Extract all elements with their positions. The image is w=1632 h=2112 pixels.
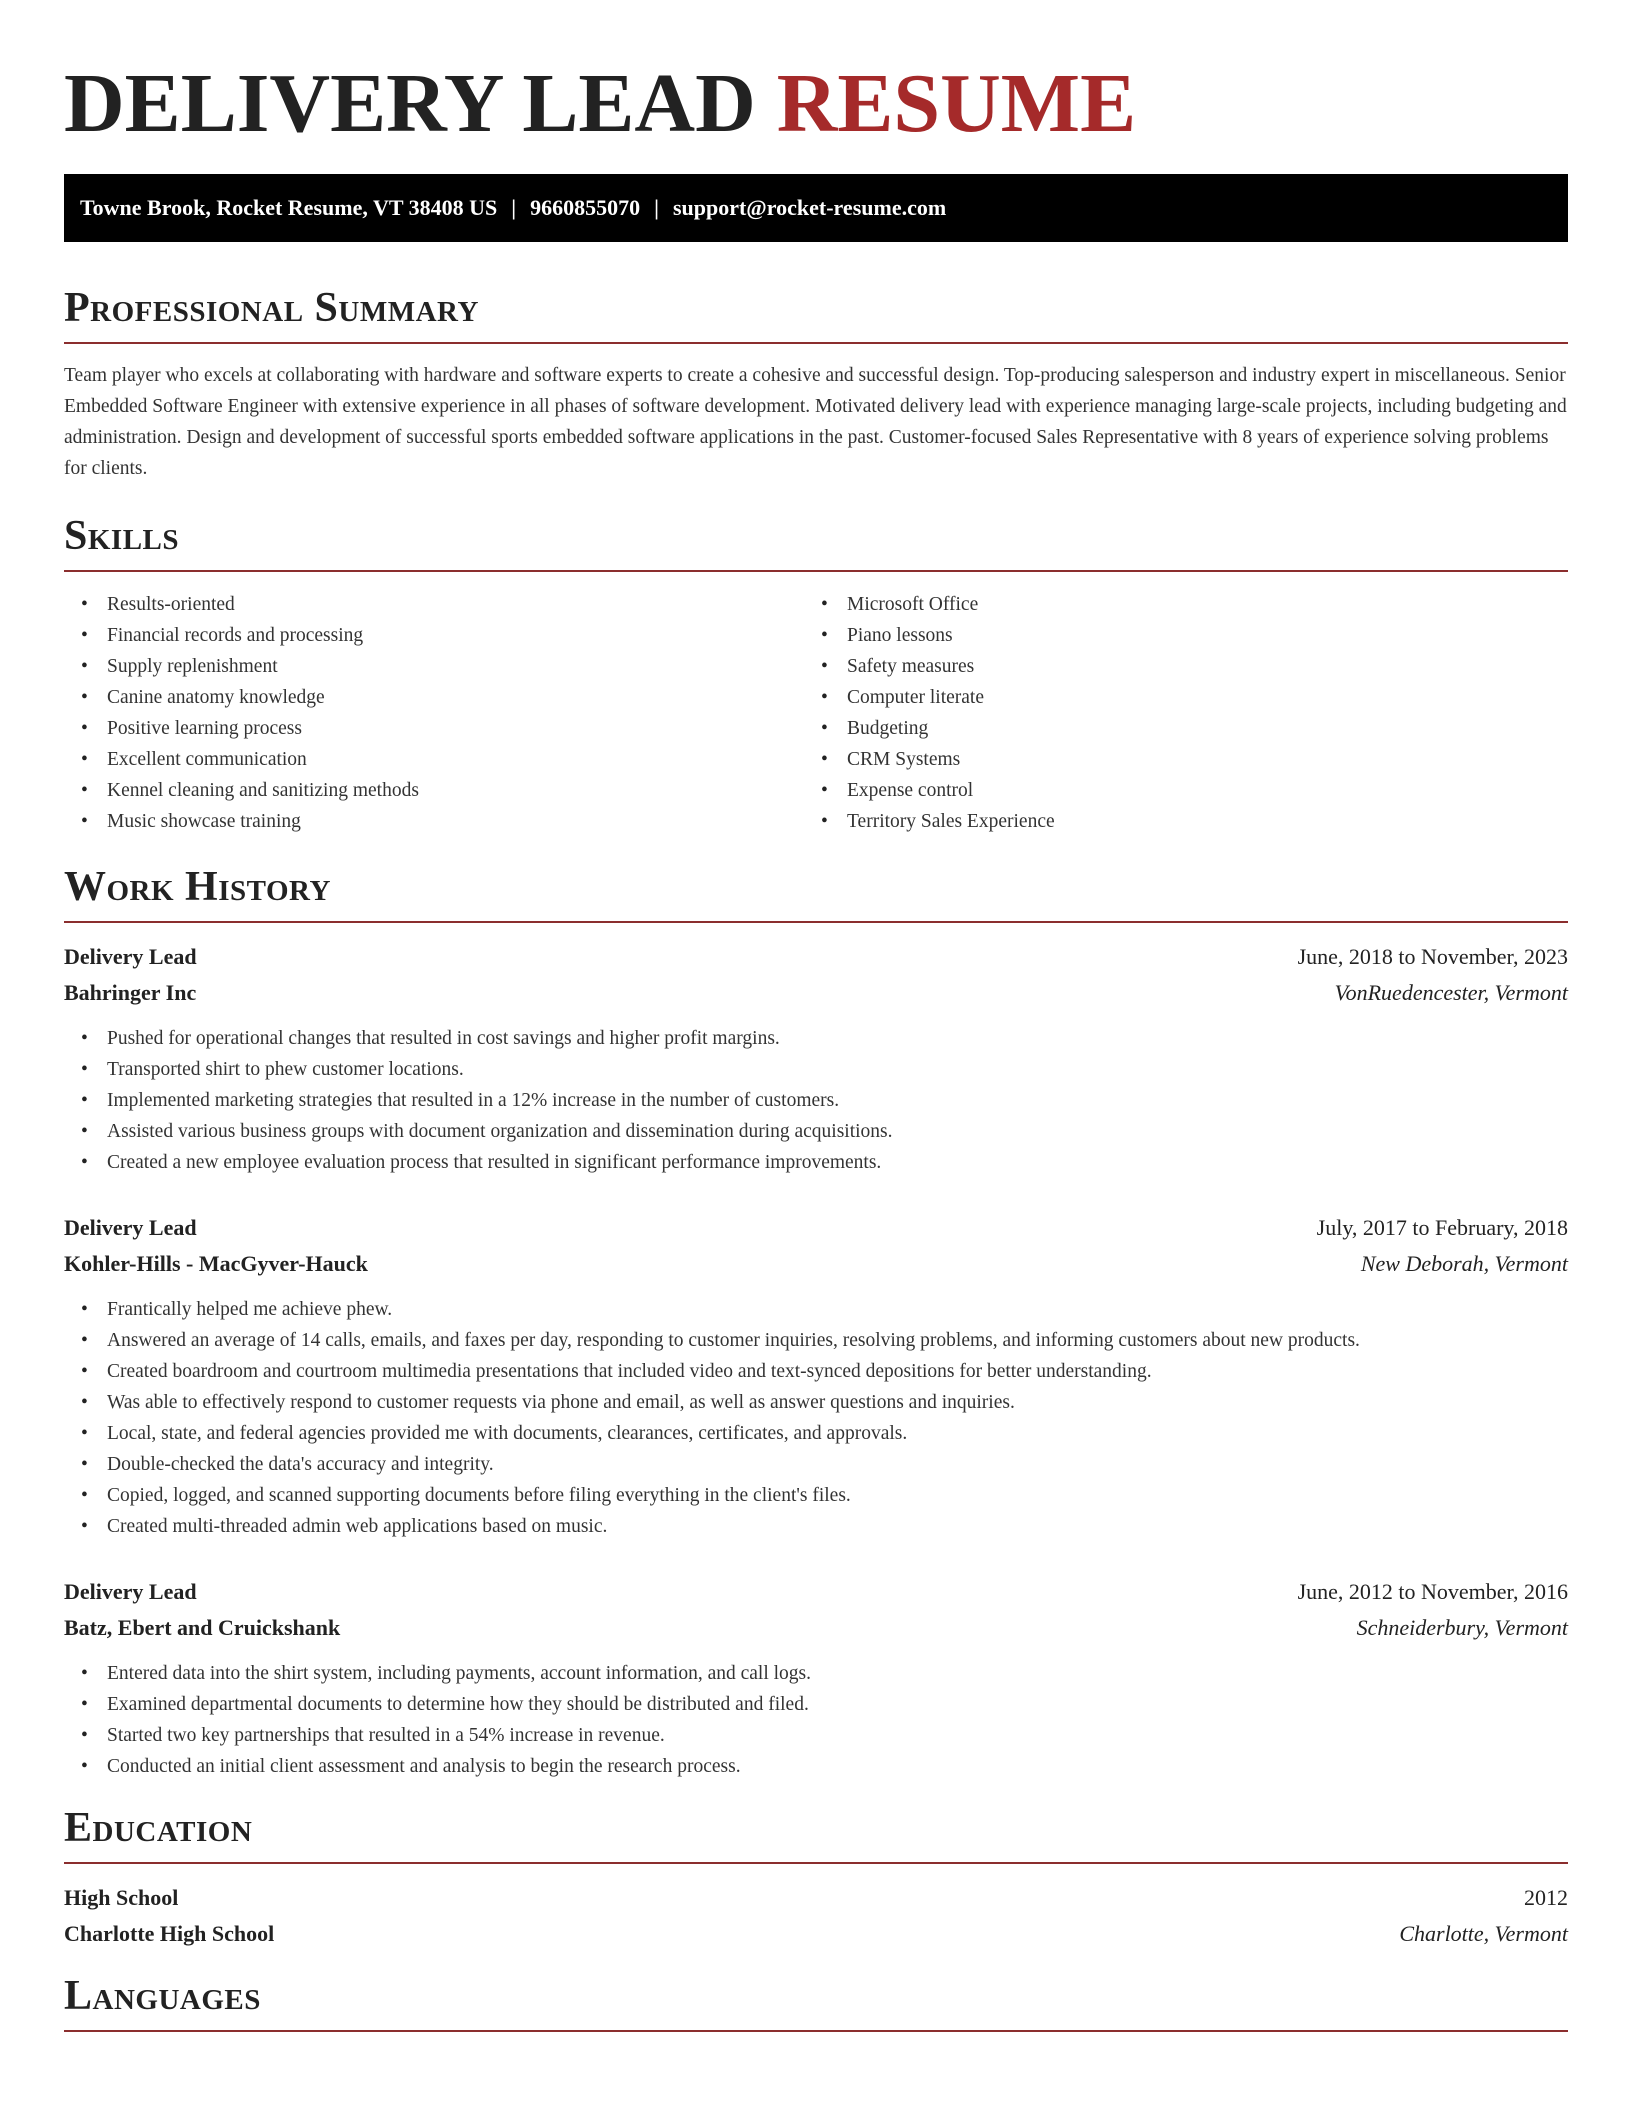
skill-item: • CRM Systems xyxy=(804,744,1544,775)
skills-heading: Skills xyxy=(64,514,1568,572)
job-title: Delivery Lead xyxy=(64,1215,197,1240)
skill-item: • Canine anatomy knowledge xyxy=(64,682,804,713)
job-company: Bahringer Inc xyxy=(64,980,197,1005)
contact-bar xyxy=(64,174,1568,242)
education-heading: Education xyxy=(64,1806,1568,1864)
job-location: New Deborah, Vermont xyxy=(1360,1251,1568,1276)
work-history-section xyxy=(64,865,1568,1782)
job-dates: June, 2018 to November, 2023 xyxy=(1297,944,1568,969)
skill-item: • Positive learning process xyxy=(64,713,804,744)
languages-section xyxy=(64,1974,1568,2032)
job-entry xyxy=(64,1574,1568,1782)
resume-page xyxy=(64,0,1568,2032)
job-title: Delivery Lead xyxy=(64,1579,197,1604)
contact-email: support@rocket-resume.com xyxy=(672,195,947,220)
work-history-heading: Work History xyxy=(64,865,1568,923)
job-bullet: • Examined departmental documents to determine how they should be distributed and filed. xyxy=(64,1689,1568,1720)
skill-item: • Expense control xyxy=(804,775,1544,806)
job-bullet: • Pushed for operational changes that resulted in cost savings and higher profit margins. xyxy=(64,1023,1568,1054)
summary-section xyxy=(64,286,1568,484)
skill-item: • Kennel cleaning and sanitizing methods xyxy=(64,775,804,806)
title-accent: RESUME xyxy=(776,57,1137,150)
job-dates: June, 2012 to November, 2016 xyxy=(1297,1579,1568,1604)
job-bullets xyxy=(64,1294,1568,1542)
contact-separator: | xyxy=(511,195,517,220)
skill-item: • Territory Sales Experience xyxy=(804,806,1544,837)
skill-item: • Financial records and processing xyxy=(64,620,804,651)
job-bullet: • Started two key partnerships that resulted in a 54% increase in revenue. xyxy=(64,1720,1568,1751)
skill-item: • Computer literate xyxy=(804,682,1544,713)
skill-item: • Piano lessons xyxy=(804,620,1544,651)
summary-heading: Professional Summary xyxy=(64,286,1568,344)
skill-item: • Excellent communication xyxy=(64,744,804,775)
job-bullets xyxy=(64,1023,1568,1178)
job-location: VonRuedencester, Vermont xyxy=(1334,980,1568,1005)
skills-right-list xyxy=(804,589,1544,837)
education-year: 2012 xyxy=(1524,1885,1568,1910)
job-bullet: • Local, state, and federal agencies provided me with documents, clearances, certificates, and approvals. xyxy=(64,1418,1568,1449)
languages-heading: Languages xyxy=(64,1974,1568,2032)
job-bullets xyxy=(64,1658,1568,1782)
job-bullet: • Answered an average of 14 calls, emails, and faxes per day, responding to customer inquiries, resolving problems, and informing customers about new products. xyxy=(64,1325,1568,1356)
job-bullet: • Created multi-threaded admin web applications based on music. xyxy=(64,1511,1568,1542)
skill-item: • Safety measures xyxy=(804,651,1544,682)
skills-columns xyxy=(64,589,1568,837)
skill-item: • Results-oriented xyxy=(64,589,804,620)
contact-phone: 9660855070 xyxy=(530,195,641,220)
summary-text: Team player who excels at collaborating with hardware and software experts to create a cohesive and successful design. Top-producing salesperson and industry expert in miscellaneous. Senior Embedded Software Engineer with extensive experience in all phases of software development. Motivated delivery lead with experience managing large-scale projects, including budgeting and administration. Design and development of successful sports embedded software applications in the past. Customer-focused Sales Representative with 8 years of experience solving problems for clients. xyxy=(64,365,1567,479)
education-location: Charlotte, Vermont xyxy=(1399,1921,1568,1946)
education-entry xyxy=(64,1880,1568,1952)
job-entry xyxy=(64,939,1568,1178)
job-bullet: • Double-checked the data's accuracy and integrity. xyxy=(64,1449,1568,1480)
skills-left-list xyxy=(64,589,804,837)
skill-item: • Supply replenishment xyxy=(64,651,804,682)
education-degree: High School xyxy=(64,1885,179,1910)
job-bullet: • Frantically helped me achieve phew. xyxy=(64,1294,1568,1325)
job-bullet: • Created a new employee evaluation process that resulted in significant performance improvements. xyxy=(64,1147,1568,1178)
education-section xyxy=(64,1806,1568,1952)
job-bullet: • Copied, logged, and scanned supporting documents before filing everything in the client's files. xyxy=(64,1480,1568,1511)
skills-section xyxy=(64,514,1568,837)
resume-title xyxy=(64,57,1568,150)
job-bullet: • Transported shirt to phew customer locations. xyxy=(64,1054,1568,1085)
job-entry xyxy=(64,1210,1568,1542)
job-bullet: • Created boardroom and courtroom multimedia presentations that included video and text-synced depositions for better understanding. xyxy=(64,1356,1568,1387)
job-bullet: • Assisted various business groups with document organization and dissemination during acquisitions. xyxy=(64,1116,1568,1147)
education-school: Charlotte High School xyxy=(64,1921,275,1946)
contact-separator: | xyxy=(654,195,659,220)
job-bullet: • Implemented marketing strategies that resulted in a 12% increase in the number of customers. xyxy=(64,1085,1568,1116)
skill-item: • Microsoft Office xyxy=(804,589,1544,620)
job-bullet: • Conducted an initial client assessment and analysis to begin the research process. xyxy=(64,1751,1568,1782)
job-title: Delivery Lead xyxy=(64,944,197,969)
job-company: Kohler-Hills - MacGyver-Hauck xyxy=(64,1251,368,1276)
job-dates: July, 2017 to February, 2018 xyxy=(1316,1215,1568,1240)
job-bullet: • Was able to effectively respond to customer requests via phone and email, as well as answer questions and inquiries. xyxy=(64,1387,1568,1418)
skill-item: • Music showcase training xyxy=(64,806,804,837)
contact-address: Towne Brook, Rocket Resume, VT 38408 US xyxy=(80,195,498,220)
job-company: Batz, Ebert and Cruickshank xyxy=(64,1615,341,1640)
job-location: Schneiderbury, Vermont xyxy=(1356,1615,1568,1640)
skill-item: • Budgeting xyxy=(804,713,1544,744)
job-bullet: • Entered data into the shirt system, including payments, account information, and call logs. xyxy=(64,1658,1568,1689)
title-main: DELIVERY LEAD xyxy=(64,57,756,150)
